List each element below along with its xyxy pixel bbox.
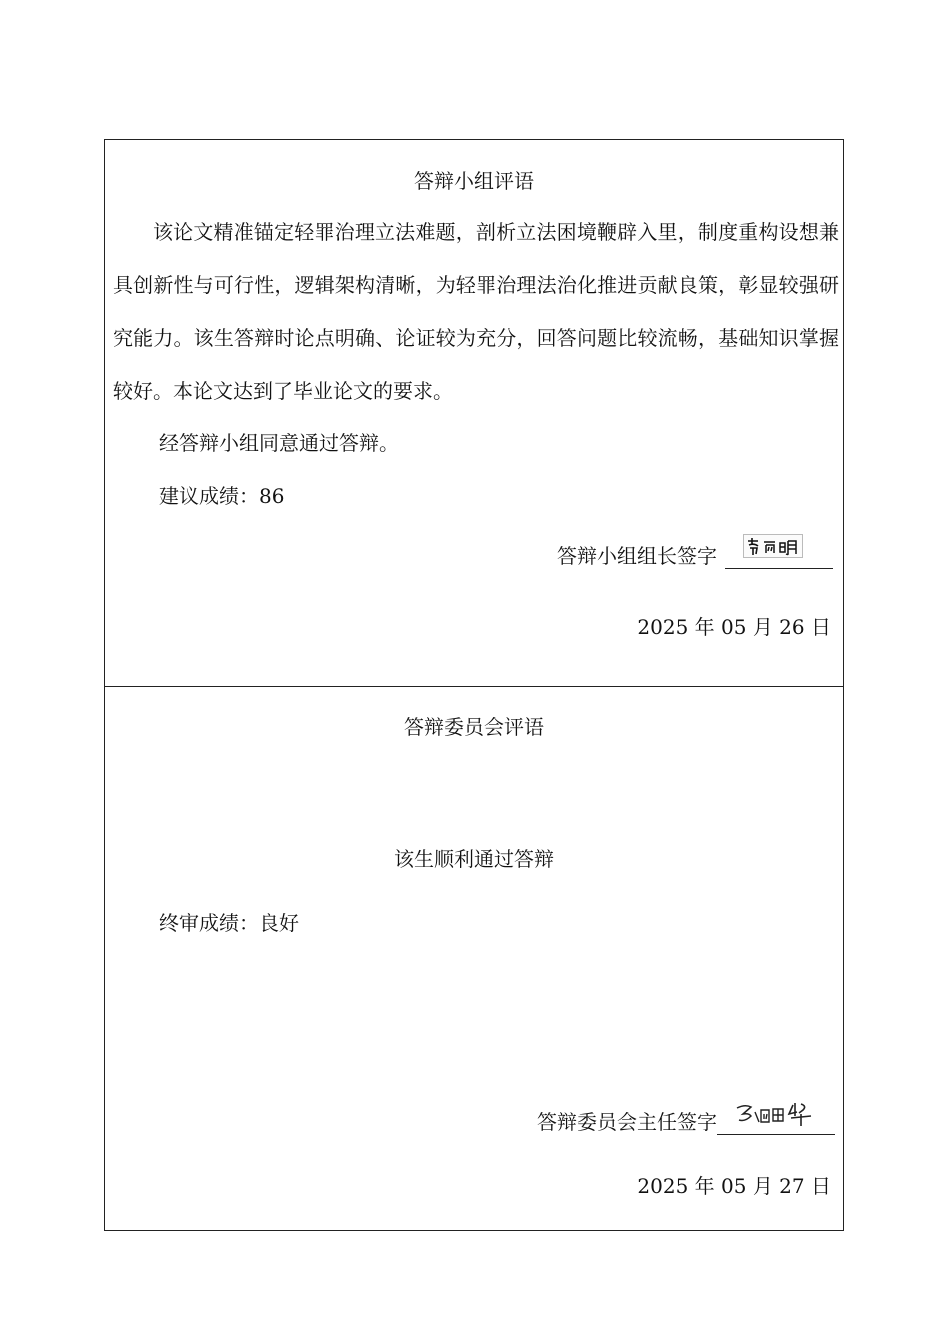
- group-comment-date: 2025 年 05 月 26 日: [637, 615, 831, 639]
- group-pass-note: 经答辩小组同意通过答辩。: [159, 431, 399, 455]
- committee-comment-date: 2025 年 05 月 27 日: [637, 1174, 831, 1198]
- committee-chair-signature-row: [537, 1106, 835, 1135]
- suggested-grade: 建议成绩：86: [159, 484, 285, 508]
- committee-chair-signature-image: [731, 1100, 827, 1130]
- committee-comment-text: 该生顺利通过答辩: [394, 847, 554, 871]
- group-leader-signature-image: [743, 534, 803, 558]
- committee-comment-title: 答辩委员会评语: [404, 715, 544, 739]
- final-grade: 终审成绩：良好: [159, 911, 299, 935]
- evaluation-form: [104, 139, 844, 1231]
- committee-chair-signature-label: 答辩委员会主任签字: [537, 1110, 717, 1134]
- group-leader-signature-label: 答辩小组组长签字: [557, 544, 717, 568]
- group-leader-signature-row: [557, 540, 833, 569]
- section-divider: [105, 686, 843, 687]
- group-leader-signature-line: [725, 540, 833, 569]
- committee-chair-signature-line: [717, 1106, 835, 1135]
- group-comment-title: 答辩小组评语: [414, 169, 534, 193]
- group-comment-text: 该论文精准锚定轻罪治理立法难题，剖析立法困境鞭辟入里，制度重构设想兼具创新性与可行性，逻辑架构清晰，为轻罪治理法治化推进贡献良策，彰显较强研究能力。该生答辩时论点明确、论证较为充分，回答问题比较流畅，基础知识掌握较好。本论文达到了毕业论文的要求。: [113, 220, 839, 403]
